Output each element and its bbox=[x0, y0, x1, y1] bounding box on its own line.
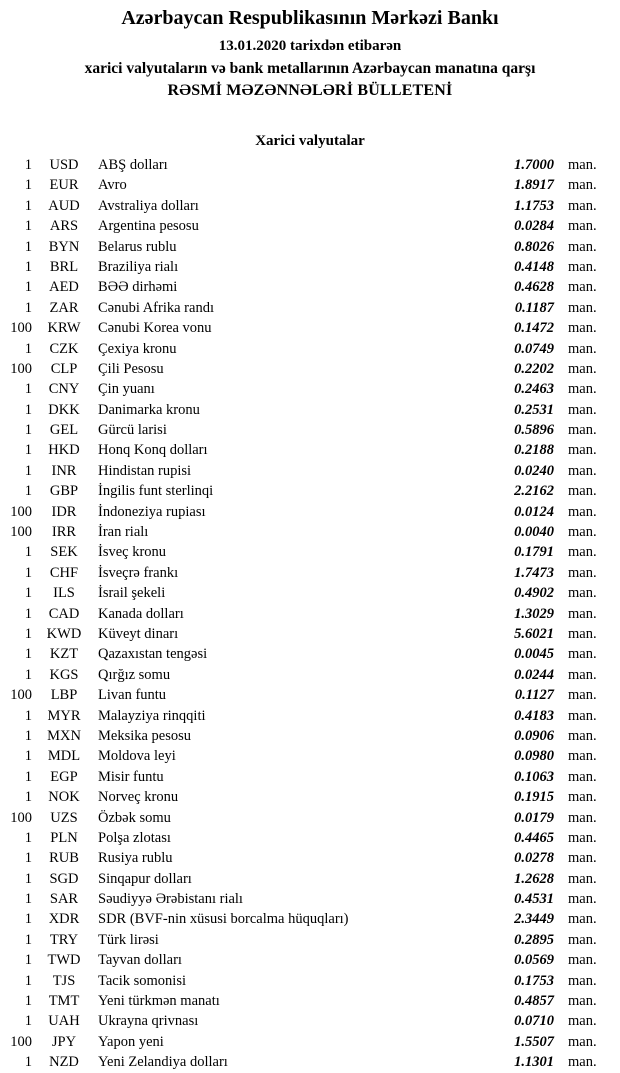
currency-code: DKK bbox=[48, 401, 80, 418]
currency-rate: 0.1472 bbox=[514, 320, 554, 337]
currency-quantity: 100 bbox=[10, 524, 32, 541]
currency-quantity: 100 bbox=[10, 360, 32, 377]
currency-name: Cənubi Korea vonu bbox=[98, 320, 212, 337]
currency-code: KGS bbox=[49, 666, 79, 683]
table-row bbox=[0, 1052, 620, 1072]
currency-code: IDR bbox=[51, 503, 77, 520]
unit-label: man. bbox=[568, 177, 597, 194]
currency-quantity: 1 bbox=[24, 422, 32, 439]
unit-label: man. bbox=[568, 340, 597, 357]
unit-label: man. bbox=[568, 809, 597, 826]
currency-quantity: 1 bbox=[24, 1054, 32, 1071]
currency-name: Polşa zlotası bbox=[98, 829, 171, 846]
table-row bbox=[0, 379, 620, 399]
currency-code: LBP bbox=[50, 687, 78, 704]
currency-quantity: 1 bbox=[24, 727, 32, 744]
currency-rate: 0.8026 bbox=[514, 238, 554, 255]
currency-rate: 0.1187 bbox=[514, 299, 554, 316]
currency-quantity: 1 bbox=[24, 177, 32, 194]
currency-code: TRY bbox=[49, 931, 79, 948]
currency-code: SGD bbox=[49, 870, 79, 887]
currency-code: ILS bbox=[53, 585, 75, 602]
currency-rate: 5.6021 bbox=[514, 625, 554, 642]
currency-quantity: 1 bbox=[24, 993, 32, 1010]
table-row bbox=[0, 216, 620, 236]
currency-quantity: 1 bbox=[24, 544, 32, 561]
table-row bbox=[0, 604, 620, 624]
currency-code: IRR bbox=[51, 524, 77, 541]
currency-code: UZS bbox=[50, 809, 78, 826]
currency-quantity: 1 bbox=[24, 707, 32, 724]
currency-quantity: 100 bbox=[10, 687, 32, 704]
currency-rate: 1.5507 bbox=[514, 1033, 554, 1050]
currency-code: HKD bbox=[48, 442, 80, 459]
table-row bbox=[0, 583, 620, 603]
section-title-foreign-currencies: Xarici valyutalar bbox=[255, 133, 365, 149]
currency-quantity: 1 bbox=[24, 870, 32, 887]
table-row bbox=[0, 196, 620, 216]
currency-code: JPY bbox=[51, 1033, 77, 1050]
currency-name: Yapon yeni bbox=[98, 1033, 164, 1050]
table-row bbox=[0, 257, 620, 277]
unit-label: man. bbox=[568, 911, 597, 928]
currency-name: Çin yuanı bbox=[98, 381, 155, 398]
currency-rate: 0.2895 bbox=[514, 931, 554, 948]
unit-label: man. bbox=[568, 320, 597, 337]
currency-code: NZD bbox=[49, 1054, 79, 1071]
currency-code: ZAR bbox=[49, 299, 79, 316]
currency-rate: 1.7473 bbox=[514, 564, 554, 581]
currency-name: SDR (BVF-nin xüsusi borcalma hüquqları) bbox=[98, 911, 349, 928]
currency-quantity: 1 bbox=[24, 646, 32, 663]
currency-code: UAH bbox=[48, 1013, 80, 1030]
table-row bbox=[0, 869, 620, 889]
currency-quantity: 1 bbox=[24, 238, 32, 255]
currency-quantity: 1 bbox=[24, 952, 32, 969]
table-row bbox=[0, 930, 620, 950]
currency-quantity: 1 bbox=[24, 401, 32, 418]
document-header bbox=[0, 0, 620, 101]
table-row bbox=[0, 277, 620, 297]
table-row bbox=[0, 624, 620, 644]
unit-label: man. bbox=[568, 483, 597, 500]
currency-rate: 0.4465 bbox=[514, 829, 554, 846]
currency-code: BYN bbox=[48, 238, 80, 255]
table-row bbox=[0, 298, 620, 318]
currency-quantity: 1 bbox=[24, 789, 32, 806]
currency-rate: 0.0040 bbox=[514, 524, 554, 541]
currency-rate: 0.1915 bbox=[514, 789, 554, 806]
unit-label: man. bbox=[568, 870, 597, 887]
currency-name: Livan funtu bbox=[98, 687, 167, 704]
bank-title: Azərbaycan Respublikasının Mərkəzi Bankı bbox=[121, 7, 499, 29]
unit-label: man. bbox=[568, 931, 597, 948]
table-row bbox=[0, 542, 620, 562]
currency-quantity: 1 bbox=[24, 564, 32, 581]
currency-quantity: 1 bbox=[24, 340, 32, 357]
unit-label: man. bbox=[568, 1013, 597, 1030]
currency-code: AED bbox=[49, 279, 79, 296]
unit-label: man. bbox=[568, 299, 597, 316]
table-row bbox=[0, 991, 620, 1011]
currency-rate: 0.0980 bbox=[514, 748, 554, 765]
currency-rate: 0.0284 bbox=[514, 218, 554, 235]
currency-code: CAD bbox=[48, 605, 80, 622]
currency-name: BƏƏ dirhəmi bbox=[98, 279, 178, 296]
currency-rate: 1.8917 bbox=[514, 177, 554, 194]
currency-rate: 0.4148 bbox=[514, 258, 554, 275]
table-row bbox=[0, 644, 620, 664]
table-row bbox=[0, 706, 620, 726]
unit-label: man. bbox=[568, 564, 597, 581]
currency-rate: 0.2531 bbox=[514, 401, 554, 418]
currency-name: İngilis funt sterlinqi bbox=[98, 483, 214, 500]
currency-name: Türk lirəsi bbox=[98, 931, 159, 948]
unit-label: man. bbox=[568, 544, 597, 561]
currency-code: MXN bbox=[47, 727, 81, 744]
currency-rate: 2.2162 bbox=[514, 483, 554, 500]
currency-rate: 0.2188 bbox=[514, 442, 554, 459]
unit-label: man. bbox=[568, 197, 597, 214]
table-row bbox=[0, 971, 620, 991]
table-row bbox=[0, 1011, 620, 1031]
currency-code: BRL bbox=[49, 258, 79, 275]
currency-name: İran rialı bbox=[98, 524, 149, 541]
rates-table bbox=[0, 155, 620, 1073]
currency-quantity: 1 bbox=[24, 157, 32, 173]
table-row bbox=[0, 237, 620, 257]
table-row bbox=[0, 950, 620, 970]
currency-rate: 1.1301 bbox=[514, 1054, 554, 1071]
currency-name: Danimarka kronu bbox=[98, 401, 200, 418]
table-row bbox=[0, 808, 620, 828]
table-row bbox=[0, 400, 620, 420]
table-row bbox=[0, 685, 620, 705]
currency-name: Avro bbox=[98, 177, 127, 194]
currency-quantity: 1 bbox=[24, 605, 32, 622]
table-row bbox=[0, 889, 620, 909]
currency-name: Norveç kronu bbox=[98, 789, 179, 806]
bulletin-title: RƏSMİ MƏZƏNNƏLƏRİ BÜLLETENİ bbox=[167, 82, 453, 99]
unit-label: man. bbox=[568, 972, 597, 989]
currency-quantity: 1 bbox=[24, 972, 32, 989]
currency-rate: 0.1063 bbox=[514, 768, 554, 785]
currency-quantity: 1 bbox=[24, 442, 32, 459]
table-row bbox=[0, 563, 620, 583]
currency-code: MYR bbox=[47, 707, 81, 724]
table-row bbox=[0, 420, 620, 440]
currency-name: Cənubi Afrika randı bbox=[98, 299, 214, 316]
currency-rate: 2.3449 bbox=[514, 911, 554, 928]
currency-rate: 0.0710 bbox=[514, 1013, 554, 1030]
unit-label: man. bbox=[568, 707, 597, 724]
unit-label: man. bbox=[568, 952, 597, 969]
currency-code: EUR bbox=[49, 177, 79, 194]
currency-code: TJS bbox=[52, 972, 76, 989]
unit-label: man. bbox=[568, 381, 597, 398]
currency-rate: 0.0278 bbox=[514, 850, 554, 867]
currency-code: TWD bbox=[47, 952, 81, 969]
currency-rate: 0.0124 bbox=[514, 503, 554, 520]
subject-line: xarici valyutaların və bank metallarının Azərbaycan manatına qarşı bbox=[84, 60, 536, 77]
currency-rate: 1.3029 bbox=[514, 605, 554, 622]
currency-name: Çili Pesosu bbox=[98, 360, 164, 377]
currency-code: PLN bbox=[50, 829, 78, 846]
currency-code: CZK bbox=[49, 340, 79, 357]
currency-name: Tacik somonisi bbox=[98, 972, 186, 989]
currency-code: SAR bbox=[49, 891, 79, 908]
unit-label: man. bbox=[568, 524, 597, 541]
table-row bbox=[0, 318, 620, 338]
currency-name: Hindistan rupisi bbox=[98, 462, 192, 479]
currency-name: ABŞ dolları bbox=[98, 157, 168, 173]
currency-quantity: 1 bbox=[24, 931, 32, 948]
table-row bbox=[0, 155, 620, 175]
currency-rate: 0.0749 bbox=[514, 340, 554, 357]
table-row bbox=[0, 665, 620, 685]
currency-rate: 0.0906 bbox=[514, 727, 554, 744]
currency-quantity: 100 bbox=[10, 1033, 32, 1050]
unit-label: man. bbox=[568, 748, 597, 765]
currency-quantity: 1 bbox=[24, 462, 32, 479]
currency-rate: 0.1791 bbox=[514, 544, 554, 561]
unit-label: man. bbox=[568, 666, 597, 683]
currency-quantity: 1 bbox=[24, 1013, 32, 1030]
table-row bbox=[0, 828, 620, 848]
currency-code: INR bbox=[51, 462, 77, 479]
unit-label: man. bbox=[568, 789, 597, 806]
unit-label: man. bbox=[568, 850, 597, 867]
currency-rate: 0.2463 bbox=[514, 381, 554, 398]
currency-code: ARS bbox=[49, 218, 79, 235]
unit-label: man. bbox=[568, 646, 597, 663]
currency-rate: 0.1127 bbox=[514, 687, 554, 704]
currency-quantity: 1 bbox=[24, 625, 32, 642]
unit-label: man. bbox=[568, 1033, 597, 1050]
table-row bbox=[0, 848, 620, 868]
currency-quantity: 100 bbox=[10, 320, 32, 337]
unit-label: man. bbox=[568, 258, 597, 275]
table-row bbox=[0, 502, 620, 522]
currency-rate: 1.1753 bbox=[514, 197, 554, 214]
currency-name: Malayziya rinqqiti bbox=[98, 707, 206, 724]
currency-quantity: 1 bbox=[24, 850, 32, 867]
currency-code: MDL bbox=[47, 748, 81, 765]
unit-label: man. bbox=[568, 993, 597, 1010]
table-row bbox=[0, 481, 620, 501]
currency-name: Ukrayna qrivnası bbox=[98, 1013, 199, 1030]
currency-code: KZT bbox=[49, 646, 79, 663]
unit-label: man. bbox=[568, 279, 597, 296]
currency-rate: 0.0244 bbox=[514, 666, 554, 683]
currency-rate: 0.1753 bbox=[514, 972, 554, 989]
currency-rate: 0.4531 bbox=[514, 891, 554, 908]
currency-rate: 0.0179 bbox=[514, 809, 554, 826]
currency-code: USD bbox=[49, 157, 79, 173]
currency-quantity: 1 bbox=[24, 911, 32, 928]
currency-rate: 0.4902 bbox=[514, 585, 554, 602]
currency-quantity: 1 bbox=[24, 381, 32, 398]
currency-quantity: 1 bbox=[24, 279, 32, 296]
unit-label: man. bbox=[568, 422, 597, 439]
currency-name: Braziliya rialı bbox=[98, 258, 179, 275]
unit-label: man. bbox=[568, 829, 597, 846]
currency-name: Belarus rublu bbox=[98, 238, 177, 255]
currency-quantity: 1 bbox=[24, 768, 32, 785]
table-row bbox=[0, 522, 620, 542]
currency-name: Moldova leyi bbox=[98, 748, 176, 765]
currency-quantity: 1 bbox=[24, 891, 32, 908]
currency-code: XDR bbox=[48, 911, 80, 928]
currency-code: CHF bbox=[49, 564, 79, 581]
currency-quantity: 1 bbox=[24, 748, 32, 765]
currency-name: Çexiya kronu bbox=[98, 340, 177, 357]
currency-code: KRW bbox=[47, 320, 81, 337]
currency-name: Tayvan dolları bbox=[98, 952, 182, 969]
unit-label: man. bbox=[568, 605, 597, 622]
table-row bbox=[0, 909, 620, 929]
currency-code: AUD bbox=[48, 197, 80, 214]
currency-code: RUB bbox=[49, 850, 79, 867]
table-row bbox=[0, 1032, 620, 1052]
currency-rate: 1.2628 bbox=[514, 870, 554, 887]
currency-name: Qazaxıstan tengəsi bbox=[98, 646, 208, 663]
unit-label: man. bbox=[568, 238, 597, 255]
unit-label: man. bbox=[568, 768, 597, 785]
currency-code: SEK bbox=[50, 544, 78, 561]
currency-name: İsrail şekeli bbox=[98, 585, 166, 602]
unit-label: man. bbox=[568, 442, 597, 459]
currency-name: Gürcü larisi bbox=[98, 422, 167, 439]
currency-code: NOK bbox=[48, 789, 80, 806]
currency-quantity: 100 bbox=[10, 809, 32, 826]
unit-label: man. bbox=[568, 157, 597, 173]
currency-code: CLP bbox=[50, 360, 78, 377]
currency-name: Küveyt dinarı bbox=[98, 625, 179, 642]
currency-name: Avstraliya dolları bbox=[98, 197, 199, 214]
currency-name: Sinqapur dolları bbox=[98, 870, 192, 887]
currency-quantity: 1 bbox=[24, 299, 32, 316]
currency-rate: 0.4183 bbox=[514, 707, 554, 724]
currency-quantity: 1 bbox=[24, 829, 32, 846]
unit-label: man. bbox=[568, 727, 597, 744]
currency-code: GEL bbox=[49, 422, 79, 439]
table-row bbox=[0, 359, 620, 379]
currency-quantity: 100 bbox=[10, 503, 32, 520]
currency-name: İndoneziya rupiası bbox=[98, 503, 206, 520]
table-row bbox=[0, 339, 620, 359]
currency-rate: 0.0569 bbox=[514, 952, 554, 969]
currency-name: Honq Konq dolları bbox=[98, 442, 208, 459]
table-row bbox=[0, 726, 620, 746]
table-row bbox=[0, 440, 620, 460]
currency-name: Kanada dolları bbox=[98, 605, 184, 622]
table-row bbox=[0, 461, 620, 481]
currency-name: Özbək somu bbox=[98, 809, 171, 826]
currency-name: Argentina pesosu bbox=[98, 218, 199, 235]
currency-code: KWD bbox=[46, 625, 82, 642]
currency-name: Rusiya rublu bbox=[98, 850, 173, 867]
unit-label: man. bbox=[568, 503, 597, 520]
currency-rate: 0.2202 bbox=[514, 360, 554, 377]
currency-quantity: 1 bbox=[24, 585, 32, 602]
currency-rate: 0.5896 bbox=[514, 422, 554, 439]
currency-name: Qırğız somu bbox=[98, 666, 171, 683]
currency-name: Yeni Zelandiya dolları bbox=[98, 1054, 228, 1071]
table-row bbox=[0, 746, 620, 766]
currency-quantity: 1 bbox=[24, 197, 32, 214]
unit-label: man. bbox=[568, 401, 597, 418]
currency-code: TMT bbox=[48, 993, 80, 1010]
currency-rate: 0.4628 bbox=[514, 279, 554, 296]
unit-label: man. bbox=[568, 462, 597, 479]
currency-rate: 1.7000 bbox=[514, 157, 554, 173]
unit-label: man. bbox=[568, 687, 597, 704]
unit-label: man. bbox=[568, 585, 597, 602]
unit-label: man. bbox=[568, 625, 597, 642]
effective-date-line: 13.01.2020 tarixdən etibarən bbox=[218, 38, 402, 54]
currency-quantity: 1 bbox=[24, 258, 32, 275]
unit-label: man. bbox=[568, 218, 597, 235]
currency-name: Misir funtu bbox=[98, 768, 164, 785]
currency-quantity: 1 bbox=[24, 666, 32, 683]
currency-name: Meksika pesosu bbox=[98, 727, 192, 744]
currency-name: İsveç kronu bbox=[98, 544, 167, 561]
currency-code: GBP bbox=[49, 483, 79, 500]
table-row bbox=[0, 787, 620, 807]
currency-rate: 0.0240 bbox=[514, 462, 554, 479]
currency-name: Yeni türkmən manatı bbox=[98, 993, 220, 1010]
unit-label: man. bbox=[568, 360, 597, 377]
currency-rate: 0.4857 bbox=[514, 993, 554, 1010]
currency-code: CNY bbox=[48, 381, 80, 398]
currency-name: İsveçrə frankı bbox=[98, 564, 179, 581]
table-row bbox=[0, 175, 620, 195]
currency-name: Səudiyyə Ərəbistanı rialı bbox=[98, 891, 243, 908]
currency-quantity: 1 bbox=[24, 218, 32, 235]
unit-label: man. bbox=[568, 891, 597, 908]
currency-quantity: 1 bbox=[24, 483, 32, 500]
unit-label: man. bbox=[568, 1054, 597, 1071]
currency-code: EGP bbox=[50, 768, 78, 785]
currency-rate: 0.0045 bbox=[514, 646, 554, 663]
table-row bbox=[0, 767, 620, 787]
